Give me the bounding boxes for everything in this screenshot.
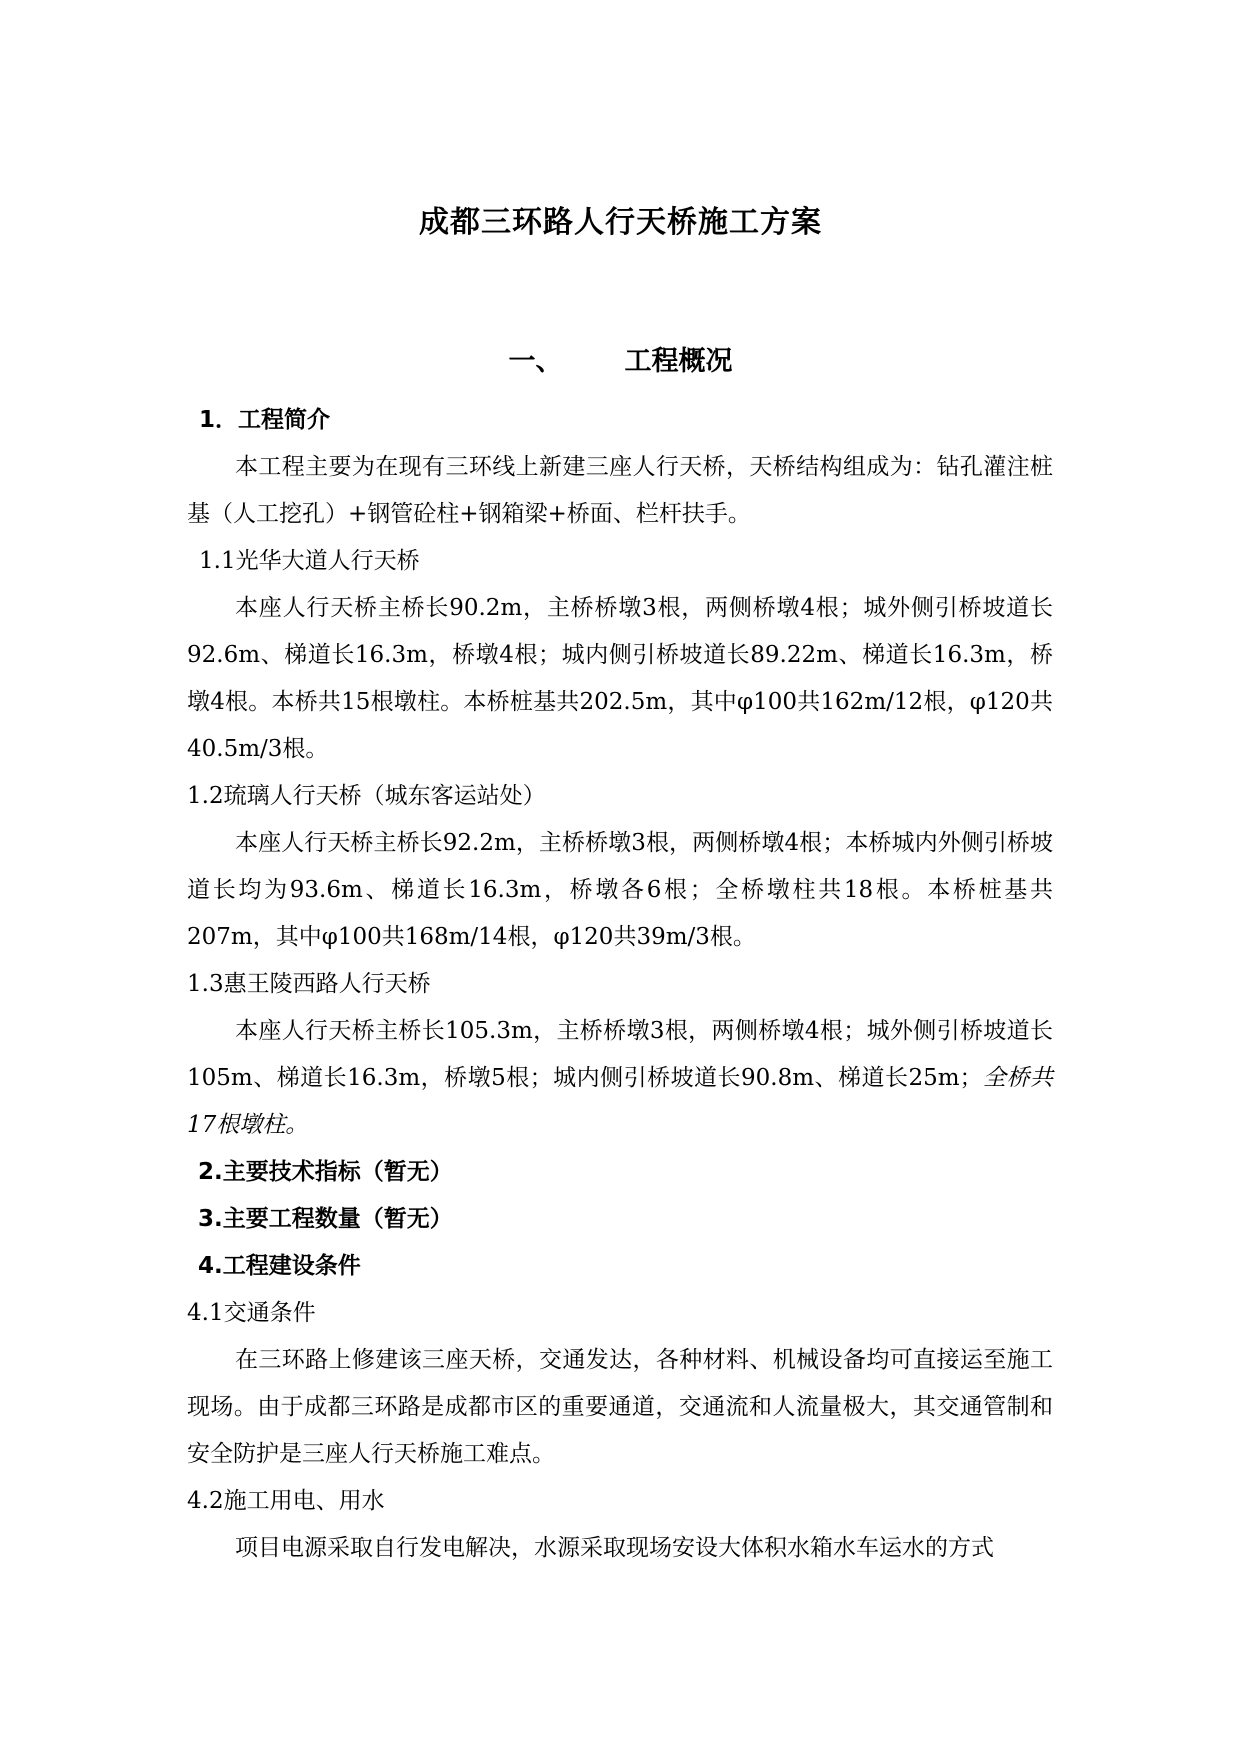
subsection-heading-tech-indicators: 2.主要技术指标（暂无） <box>198 1159 453 1185</box>
paragraph-huiwangling-text: 本座人行天桥主桥长105.3m，主桥桥墩3根，两侧桥墩4根；城外侧引桥坡道长105m、梯道长16.3m，桥墩5根；城内侧引桥坡道长90.8m、梯道长25m； <box>187 1018 1053 1091</box>
paragraph-guanghua: 本座人行天桥主桥长90.2m，主桥桥墩3根，两侧桥墩4根；城外侧引桥坡道长92.6m、梯道长16.3m，桥墩4根；城内侧引桥坡道长89.22m、梯道长16.3m，桥墩4根。本桥共15根墩柱。本桥桩基共202.5m，其中φ100共162m/12根，φ120共40.5m/3根。 <box>187 595 1053 762</box>
document-title: 成都三环路人行天桥施工方案 <box>419 205 822 240</box>
subsection-heading-power-water: 4.2施工用电、用水 <box>187 1488 385 1514</box>
section-heading <box>0 339 1241 378</box>
paragraph-liuli: 本座人行天桥主桥长92.2m，主桥桥墩3根，两侧桥墩4根；本桥城内外侧引桥坡道长均为93.6m、梯道长16.3m，桥墩各6根；全桥墩柱共18根。本桥桩基共 207m，其中φ100共168m/14根，φ120共39m/3根。 <box>187 830 1076 950</box>
subsection-heading-guanghua: 1.1光华大道人行天桥 <box>199 548 420 574</box>
section-title: 工程概况 <box>624 346 733 377</box>
paragraph-traffic: 在三环路上修建该三座天桥，交通发达，各种材料、机械设备均可直接运至施工现场。由于成都三环路是成都市区的重要通道，交通流和人流量极大，其交通管制和安全防护是三座人行天桥施工难点。 <box>187 1347 1053 1467</box>
subsection-heading-quantities: 3.主要工程数量（暂无） <box>198 1206 453 1232</box>
subsection-heading-conditions: 4.工程建设条件 <box>198 1253 361 1279</box>
paragraph-project-intro: 本工程主要为在现有三环线上新建三座人行天桥，天桥结构组成为：钻孔灌注桩基（人工挖孔）+钢管砼柱+钢箱梁+桥面、栏杆扶手。 <box>187 454 1053 527</box>
paragraph-power-water: 项目电源采取自行发电解决，水源采取现场安设大体积水箱水车运水的方式 <box>235 1535 994 1561</box>
paragraph-huiwangling-italic: 全桥共17根墩柱。 <box>187 1065 1053 1138</box>
paragraph-huiwangling <box>187 1008 1053 1149</box>
subsection-heading-liuli: 1.2琉璃人行天桥（城东客运站处） <box>187 783 546 809</box>
document-body <box>187 397 1076 1572</box>
section-number: 一、 <box>508 346 563 377</box>
subsection-heading-traffic: 4.1交通条件 <box>187 1300 316 1326</box>
subsection-heading-project-intro: 1．工程简介 <box>199 407 331 433</box>
subsection-heading-huiwangling: 1.3惠王陵西路人行天桥 <box>187 971 431 997</box>
